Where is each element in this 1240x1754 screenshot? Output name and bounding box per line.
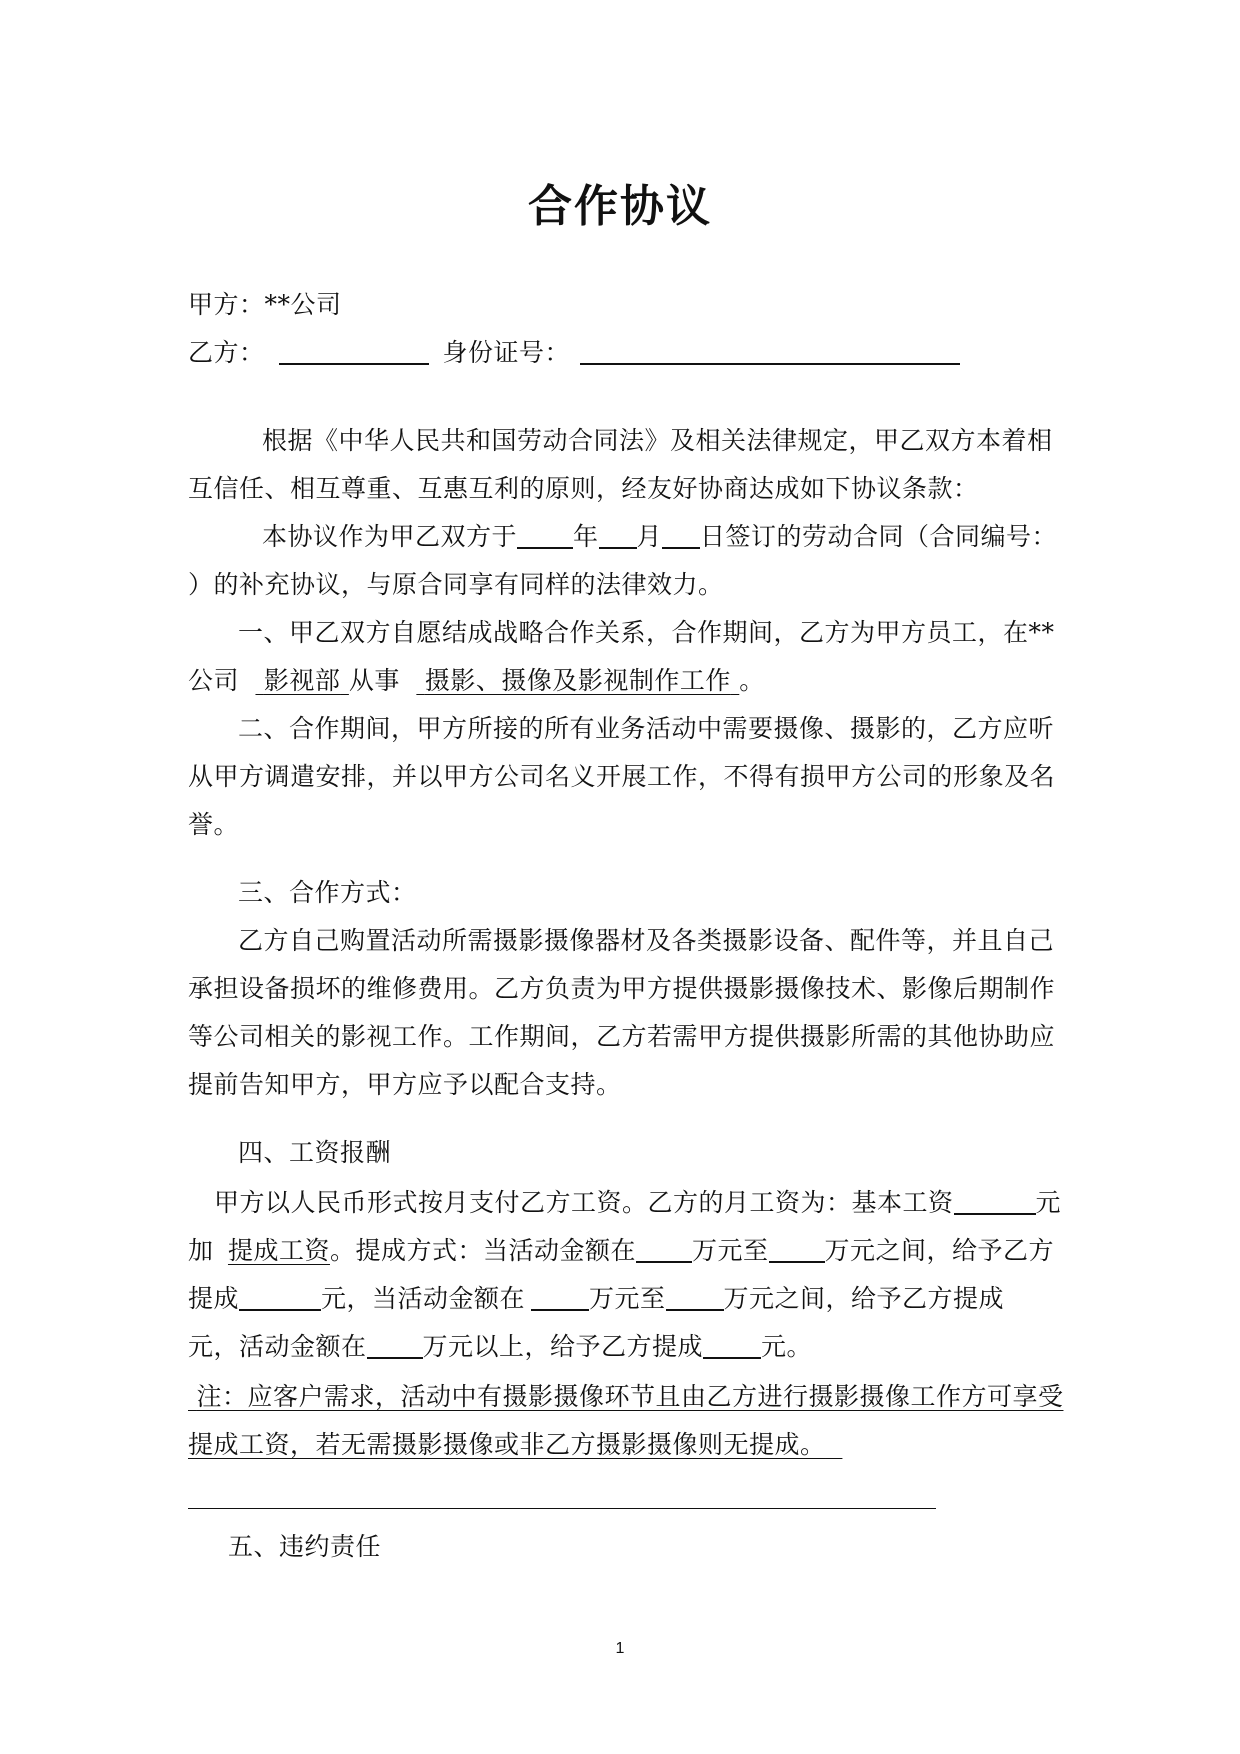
department-field	[255, 666, 348, 695]
section-2-line: 二、合作期间，甲方所接的所有业务活动中需要摄像、摄影的，乙方应听	[238, 714, 1055, 743]
text-span: 万元以上，给予乙方提成	[422, 1332, 704, 1361]
paragraph-line: ）的补充协议，与原合同享有同样的法律效力。	[188, 570, 724, 599]
party-a-line	[188, 288, 342, 322]
salary-line	[214, 1186, 1061, 1220]
text-span: 从事	[348, 666, 400, 695]
note-text: 注：应客户需求，活动中有摄影摄像环节且由乙方进行摄影摄像工作方可享受	[196, 1382, 1064, 1411]
day-blank[interactable]	[662, 521, 700, 549]
section-2-line: 从甲方调遣安排，并以甲方公司名义开展工作，不得有损甲方公司的形象及名	[188, 762, 1056, 791]
text-span: 。	[739, 666, 765, 695]
text-span: 元。	[761, 1332, 813, 1361]
paragraph-line: 互信任、相互尊重、互惠互利的原则，经友好协商达成如下协议条款：	[188, 474, 979, 503]
amount-above-blank[interactable]	[367, 1331, 423, 1359]
text-span: 元，当活动金额在	[321, 1284, 526, 1313]
work-field	[416, 666, 739, 695]
paragraph-line: 根据《中华人民共和国劳动合同法》及相关法律规定，甲乙双方本着相	[262, 426, 1053, 455]
text-span: 。提成方式：当活动金额在	[329, 1236, 636, 1265]
horizontal-rule	[188, 1508, 936, 1509]
party-b-label: 乙方：	[188, 338, 265, 367]
party-b-line	[188, 336, 960, 370]
id-number-blank[interactable]	[580, 337, 960, 365]
section-1-line: 一、甲乙双方自愿结成战略合作关系，合作期间，乙方为甲方员工，在**	[238, 618, 1055, 647]
amount-from-2-blank[interactable]	[531, 1283, 589, 1311]
commission-line	[188, 1282, 1004, 1316]
note-line	[188, 1380, 1063, 1414]
amount-from-blank[interactable]	[636, 1235, 692, 1263]
base-salary-blank[interactable]	[954, 1187, 1036, 1215]
department-value: 影视部	[263, 666, 341, 695]
text-span: 公司	[188, 666, 240, 695]
section-1-line	[188, 664, 765, 698]
section-3-line: 等公司相关的影视工作。工作期间，乙方若需甲方提供摄影所需的其他协助应	[188, 1022, 1056, 1051]
text-span: 月	[636, 522, 663, 551]
work-value: 摄影、摄像及影视制作工作	[424, 666, 731, 695]
party-b-name-blank[interactable]	[279, 337, 429, 365]
text-span: 万元至	[692, 1236, 769, 1265]
month-blank[interactable]	[599, 521, 637, 549]
page-title: 合作协议	[528, 181, 712, 232]
party-a: 甲方：**公司	[188, 290, 342, 319]
text-span: 日签订的劳动合同（合同编号：	[700, 522, 1058, 551]
section-3-line: 乙方自己购置活动所需摄影摄像器材及各类摄影设备、配件等，并且自己	[238, 926, 1055, 955]
id-label: 身份证号：	[442, 338, 571, 367]
commission-3-blank[interactable]	[703, 1331, 761, 1359]
text-span: 年	[573, 522, 599, 551]
commission-line	[188, 1234, 1054, 1268]
year-blank[interactable]	[517, 521, 573, 549]
text-span: 万元之间，给予乙方	[824, 1236, 1055, 1265]
text-span: 万元至	[589, 1284, 666, 1313]
section-5-heading: 五、违约责任	[228, 1532, 382, 1561]
section-3-line: 提前告知甲方，甲方应予以配合支持。	[188, 1070, 622, 1099]
section-3-heading: 三、合作方式：	[238, 878, 417, 907]
amount-to-2-blank[interactable]	[666, 1283, 724, 1311]
commission-field: 提成工资	[227, 1236, 330, 1265]
agreement-date-line	[262, 520, 1057, 554]
text-span: 加	[188, 1236, 214, 1265]
text-span: 提成	[188, 1284, 240, 1313]
text-span: 元，活动金额在	[188, 1332, 367, 1361]
text-span: 甲方以人民币形式按月支付乙方工资。乙方的月工资为：基本工资	[214, 1188, 954, 1217]
commission-1-blank[interactable]	[239, 1283, 321, 1311]
section-2-line: 誉。	[188, 810, 240, 839]
page-number: 1	[615, 1640, 625, 1657]
note-text: 提成工资，若无需摄影摄像或非乙方摄影摄像则无提成。	[188, 1430, 826, 1459]
section-4-heading: 四、工资报酬	[238, 1138, 392, 1167]
text-span: 本协议作为甲乙双方于	[262, 522, 518, 551]
note-line	[188, 1428, 842, 1462]
commission-line	[188, 1330, 812, 1364]
amount-to-blank[interactable]	[769, 1235, 825, 1263]
text-span: 元	[1035, 1188, 1062, 1217]
text-span: 万元之间，给予乙方提成	[723, 1284, 1005, 1313]
section-3-line: 承担设备损坏的维修费用。乙方负责为甲方提供摄影摄像技术、影像后期制作	[188, 974, 1056, 1003]
